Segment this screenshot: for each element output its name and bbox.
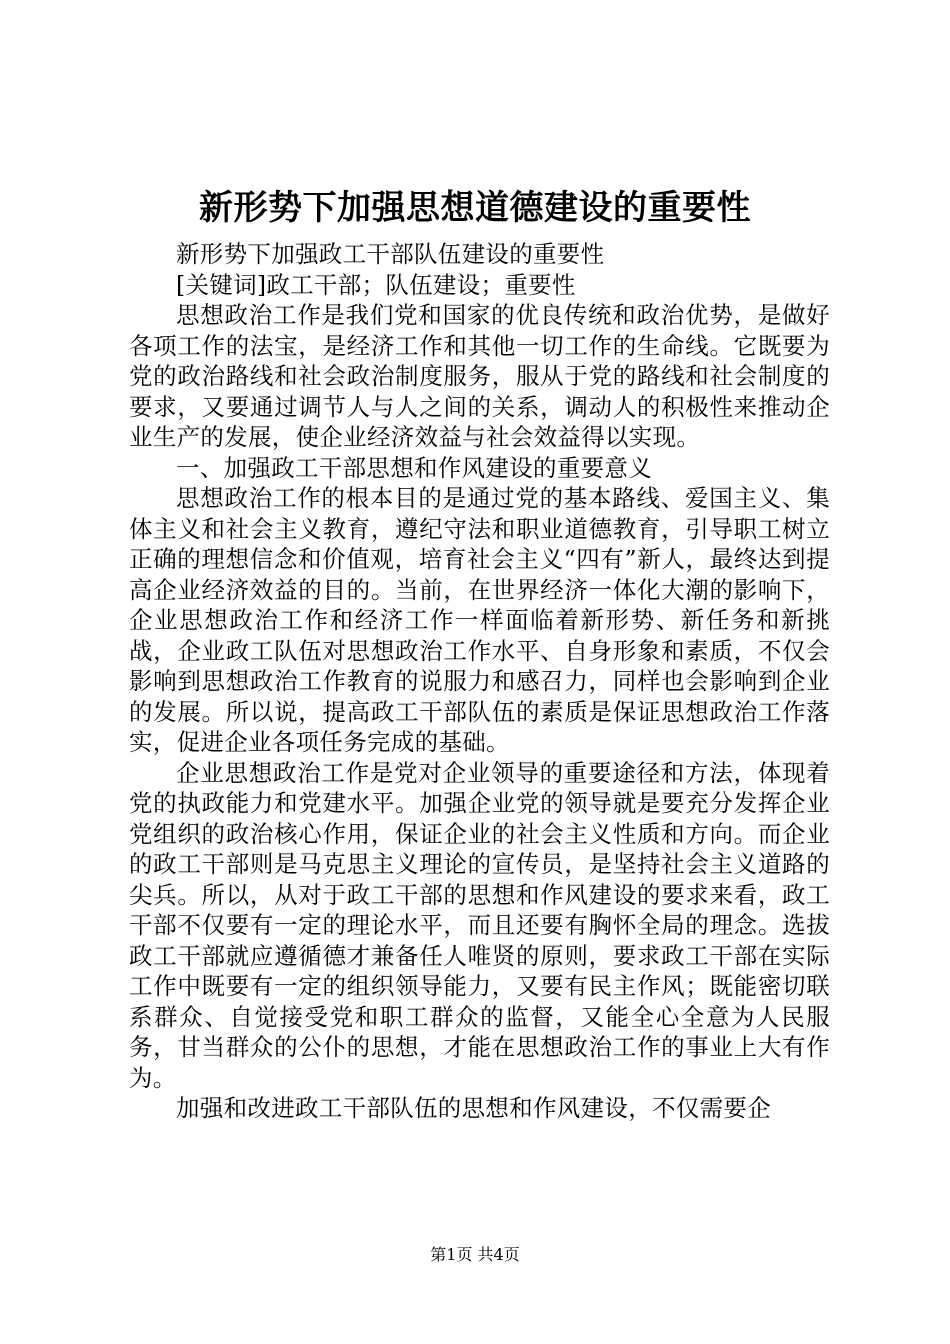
- body-paragraph: 思想政治工作的根本目的是通过党的基本路线、爱国主义、集体主义和社会主义教育，遵纪守法和职业道德教育，引导职工树立正确的理想信念和价值观，培育社会主义“四有”新人，最终达到提高企业经济效益的目的。当前，在世界经济一体化大潮的影响下，企业思想政治工作和经济工作一样面临着新形势、新任务和新挑战，企业政工队伍对思想政治工作水平、自身形象和素质，不仅会影响到思想政治工作教育的说服力和感召力，同样也会影响到企业的发展。所以说，提高政工干部队伍的素质是保证思想政治工作落实，促进企业各项任务完成的基础。: [129, 484, 830, 756]
- subtitle-paragraph: 新形势下加强政工干部队伍建设的重要性: [176, 240, 605, 268]
- section-heading: 一、加强政工干部思想和作风建设的重要意义: [176, 453, 652, 482]
- page-number-footer: 第1页 共4页: [430, 1245, 520, 1264]
- body-paragraph: 企业思想政治工作是党对企业领导的重要途径和方法，体现着党的执政能力和党建水平。加强企业党的领导就是要充分发挥企业党组织的政治核心作用，保证企业的社会主义性质和方向。而企业的政工干部则是马克思主义理论的宣传员，是坚持社会主义道路的尖兵。所以，从对于政工干部的思想和作风建设的要求来看，政工干部不仅要有一定的理论水平，而且还要有胸怀全局的理念。选拔政工干部就应遵循德才兼备任人唯贤的原则，要求政工干部在实际工作中既要有一定的组织领导能力，又要有民主作风；既能密切联系群众、自觉接受党和职工群众的监督，又能全心全意为人民服务，甘当群众的公仆的思想，才能在思想政治工作的事业上大有作为。: [129, 758, 830, 1092]
- body-paragraph: 思想政治工作是我们党和国家的优良传统和政治优势，是做好各项工作的法宝，是经济工作和其他一切工作的生命线。它既要为党的政治路线和社会政治制度服务，服从于党的路线和社会制度的要求，又要通过调节人与人之间的关系，调动人的积极性来推动企业生产的发展，使企业经济效益与社会效益得以实现。: [129, 301, 830, 451]
- body-paragraph: 加强和改进政工干部队伍的思想和作风建设，不仅需要企: [176, 1094, 771, 1122]
- document-body: [129, 239, 830, 1124]
- keywords-paragraph: [关键词]政工干部；队伍建设；重要性: [176, 270, 576, 299]
- document-title: 新形势下加强思想道德建设的重要性: [199, 188, 751, 228]
